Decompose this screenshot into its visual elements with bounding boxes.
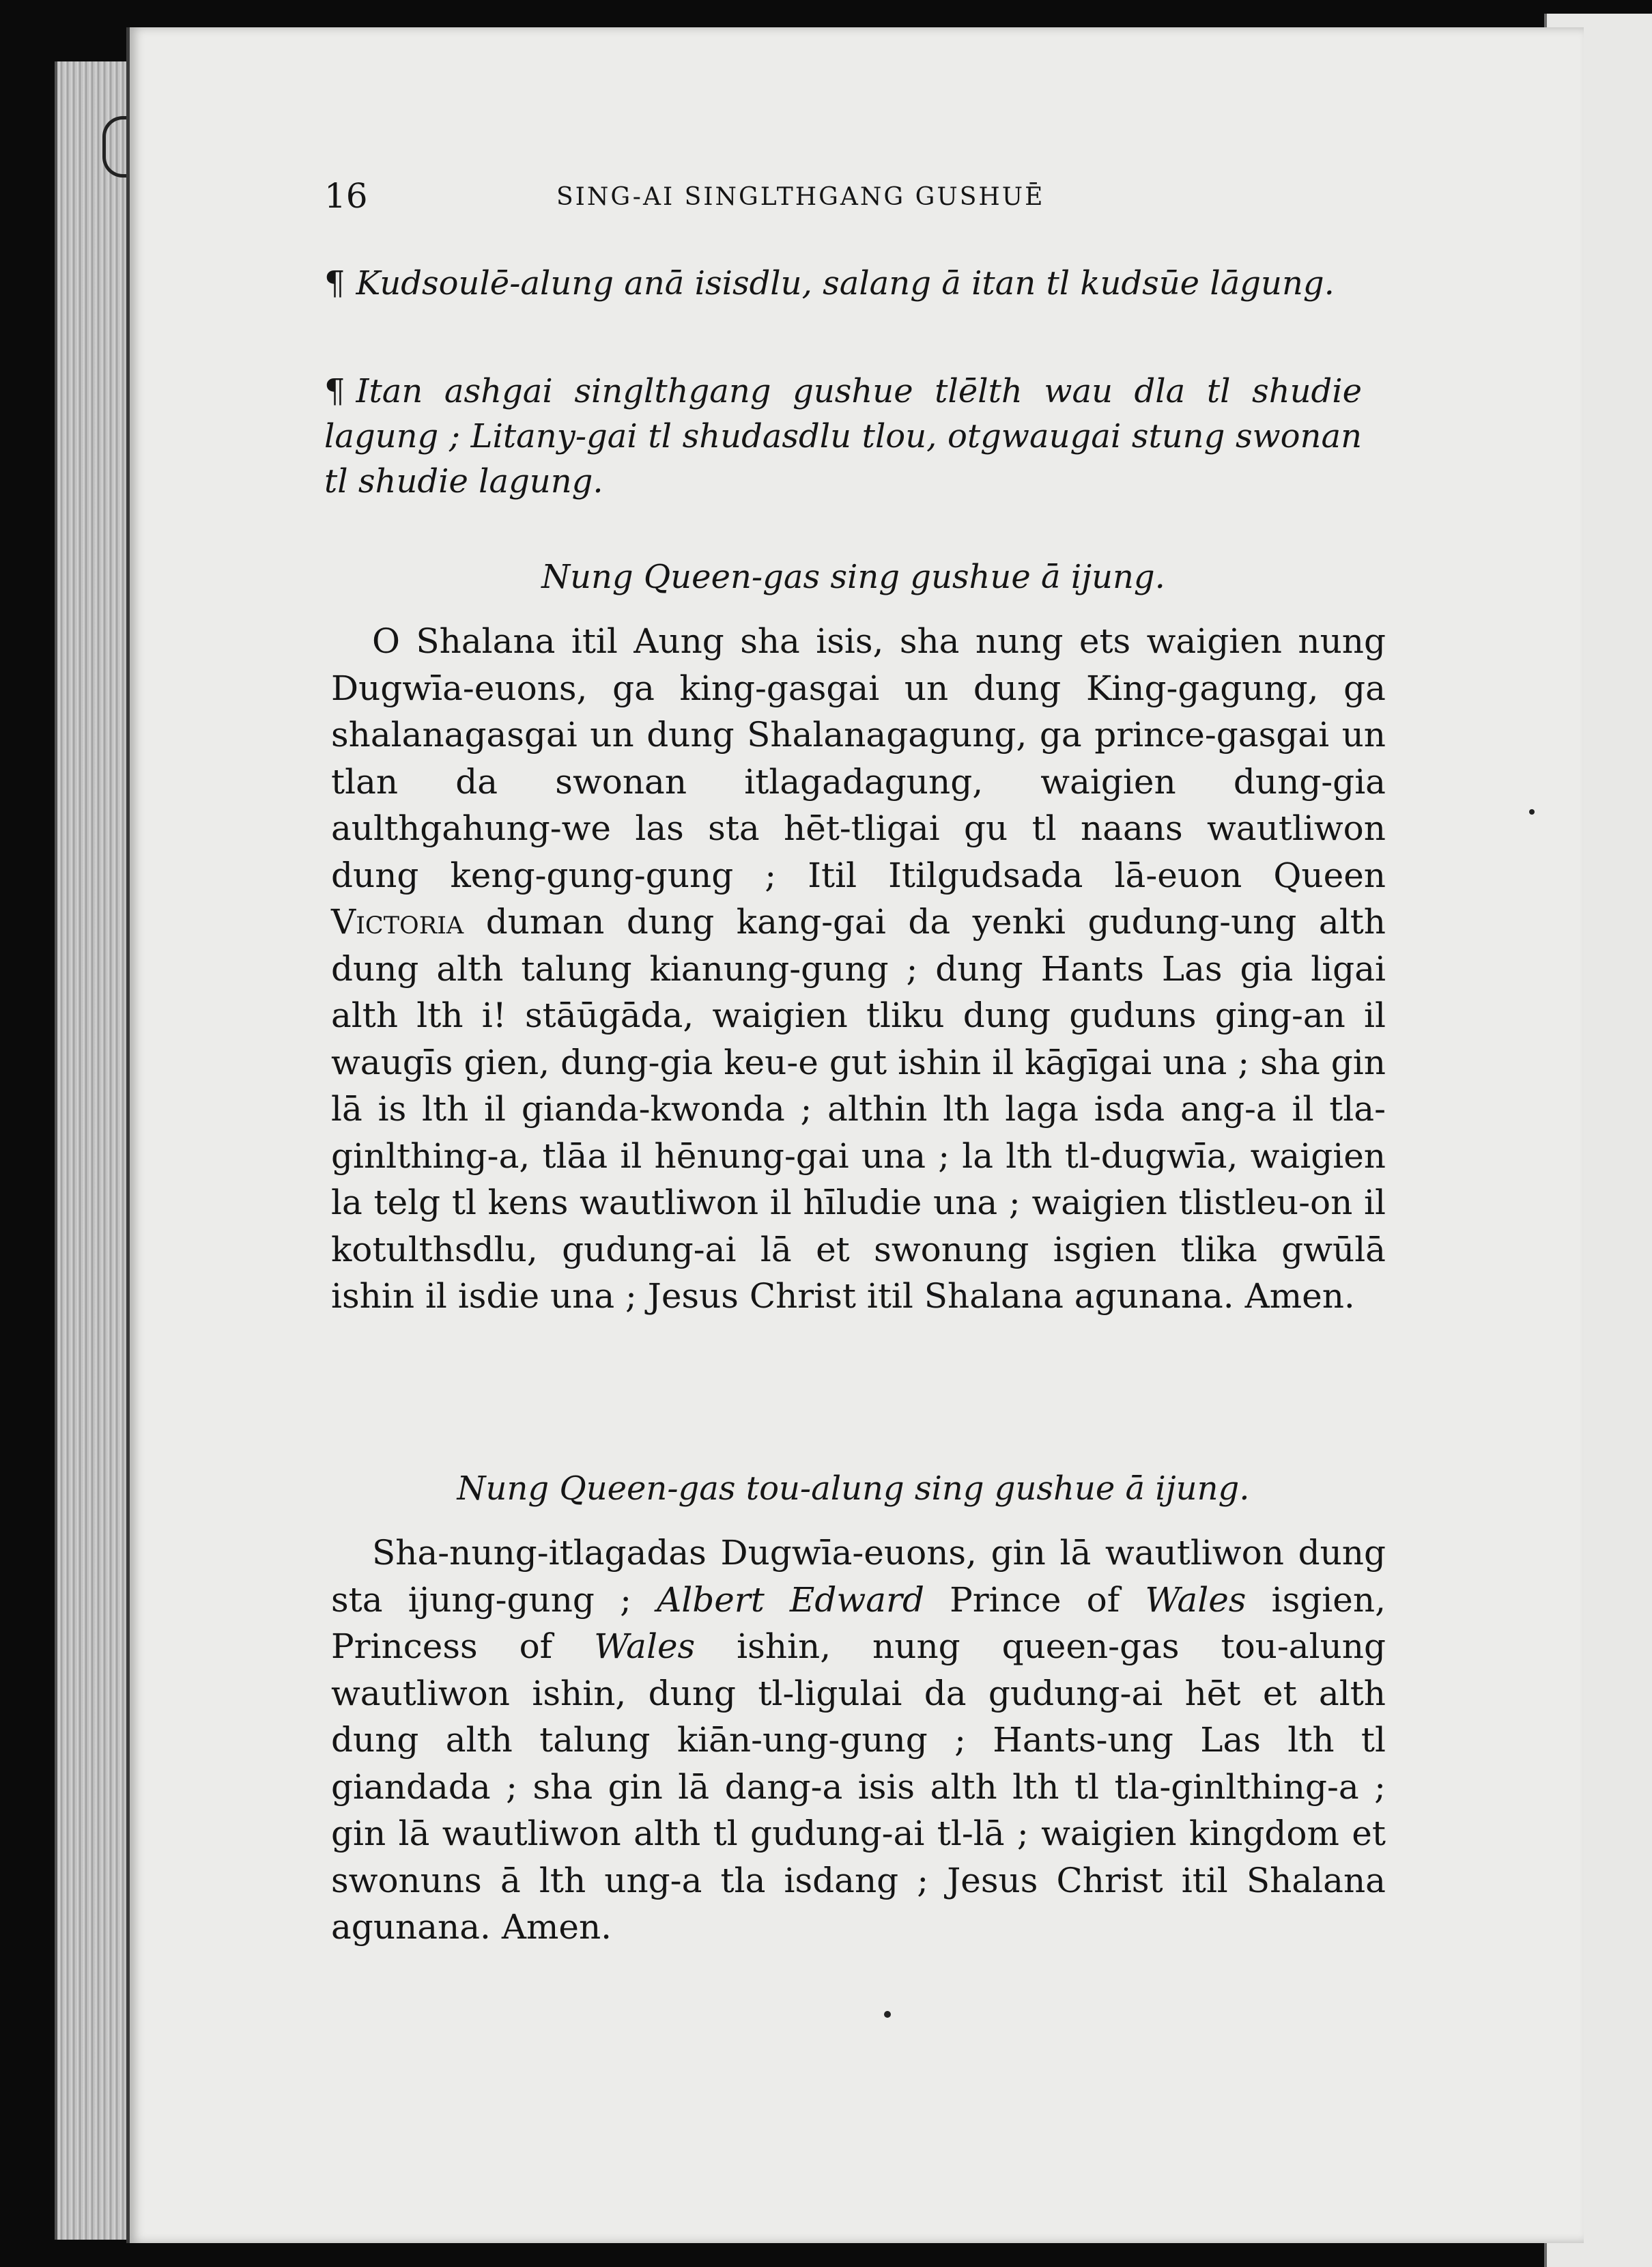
prayer-2-italic-2: Wales bbox=[1145, 1579, 1247, 1620]
running-title: SING-AI SINGLTHGANG GUSHUĒ bbox=[556, 183, 1045, 211]
prayer-1-text-after: duman dung kang-gai da yenki gudung-ung alth dung alth talung kianung-gung ; dung Hants Las gia ligai alth lth i! stāūgāda, waigien tliku dung guduns ging-an il waugīs gien, dung-gia keu-e gut ishin il kāgīgai una ; sha gin lā is lth il gianda-kwonda ; althin lth laga isda ang-a il tla-ginlthing-a, tlāa il hēnung-gai una ; la lth tl-dugwīa, waigien la telg tl kens wautliwon il hīludie una ; waigien tlistleu-on il kotulthsdlu, gudung-ai lā et swonung isgien tlika gwūlā ishin il isdie una ; Jesus Christ itil Shalana agunana. Amen. bbox=[331, 902, 1386, 1316]
prayer-2-text-3: isgien, Princess of bbox=[331, 1579, 1386, 1666]
prayer-2-italic-3: Wales bbox=[594, 1627, 696, 1666]
pilcrow-icon: ¶ bbox=[324, 372, 345, 410]
section-heading-1: Nung Queen-gas sing gushue ā ijung. bbox=[541, 558, 1165, 596]
prayer-2-text-4: ishin, nung queen-gas tou-alung wautliwon ishin, dung tl-ligulai da gudung-ai hēt et alth dung alth talung kiān-ung-gung ; Hants-ung Las lth tl giandada ; sha gin lā dang-a isis alth lth tl tla-ginlthing-a ; gin lā wautliwon alth tl gudung-ai tl-lā ; waigien kingdom et swonuns ā lth ung-a tla isdang ; Jesus Christ itil Shalana agunana. Amen. bbox=[331, 1627, 1386, 1947]
prayer-2-italic-1: Albert Edward bbox=[657, 1579, 924, 1620]
page-header bbox=[324, 176, 1389, 217]
ink-speck bbox=[884, 2011, 891, 2018]
section-heading-2: Nung Queen-gas tou-alung sing gushue ā ijung. bbox=[457, 1469, 1250, 1508]
page-number: 16 bbox=[324, 176, 368, 216]
prayer-1-name: Victoria bbox=[331, 902, 464, 942]
rubric-1 bbox=[324, 261, 1362, 306]
pilcrow-icon: ¶ bbox=[324, 264, 345, 302]
prayer-2-text-2: Prince of bbox=[950, 1579, 1120, 1620]
ink-speck bbox=[1529, 809, 1535, 815]
rubric-2 bbox=[324, 369, 1362, 504]
prayer-2 bbox=[331, 1530, 1386, 1951]
rubric-2-text: Itan ashgai singlthgang gushue tlēlth wau dla tl shudie lagung ; Litany-gai tl shudasdlu tlou, otgwaugai stung swonan tl shudie lagung. bbox=[324, 372, 1362, 501]
rubric-1-text: Kudsoulē-alung anā isisdlu, salang ā itan tl kudsūe lāgung. bbox=[356, 264, 1335, 302]
prayer-2-text-1: Sha-nung-itlagadas Dugwīa-euons, gin lā wautliwon dung sta ijung-gung ; bbox=[331, 1533, 1386, 1620]
prayer-1 bbox=[331, 618, 1386, 1320]
prayer-1-text-before: O Shalana itil Aung sha isis, sha nung ets waigien nung Dugwīa-euons, ga king-gasgai un dung King-gagung, ga shalanagasgai un dung Shalanagagung, ga prince-gasgai un tlan da swonan itlagadagung, waigien dung-gia aulthgahung-we las sta hēt-tligai gu tl naans wautliwon dung keng-gung-gung ; Itil Itilgudsada lā-euon Queen bbox=[331, 621, 1386, 895]
